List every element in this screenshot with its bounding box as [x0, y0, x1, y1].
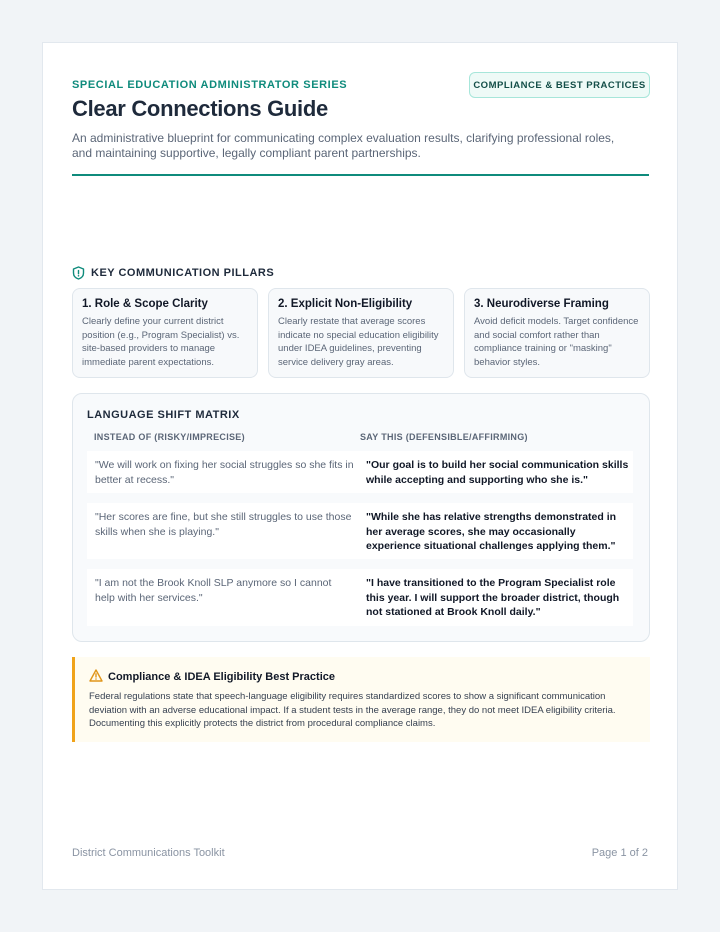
- table-row: [87, 451, 633, 493]
- instead-phrase: "I am not the Brook Knoll SLP anymore so I cannot help with her services.": [95, 577, 332, 604]
- pillar-title: 2. Explicit Non-Eligibility: [278, 298, 413, 310]
- pillar-text: Clearly define your current district position (e.g., Program Specialist) vs. site-based providers to manage immediate parent expectations.: [82, 316, 240, 368]
- pillars-heading-label: KEY COMMUNICATION PILLARS: [91, 267, 275, 279]
- callout-heading: [89, 669, 636, 685]
- series-label: SPECIAL EDUCATION ADMINISTRATOR SERIES: [72, 79, 348, 91]
- column-header-say: SAY THIS (DEFENSIBLE/AFFIRMING): [360, 432, 528, 442]
- page-subtitle: An administrative blueprint for communicating complex evaluation results, clarifying professional roles, and maintaining supportive, legally compliant parent partnerships.: [72, 131, 615, 160]
- column-header-instead: INSTEAD OF (RISKY/IMPRECISE): [94, 432, 245, 442]
- compliance-badge: COMPLIANCE & BEST PRACTICES: [469, 72, 650, 98]
- compliance-callout: [72, 657, 650, 742]
- table-row: [87, 569, 633, 626]
- callout-text: Federal regulations state that speech-language eligibility requires standardized scores to show a significant communication deviation with an adverse educational impact. If a student tests in the average range, they do not meet IDEA eligibility criteria. Documenting this explicitly protects the district from procedural compliance claims.: [89, 691, 616, 729]
- say-phrase: "While she has relative strengths demonstrated in her average scores, she may occasionally experience situational challenges applying them.": [366, 511, 617, 552]
- instead-phrase: "We will work on fixing her social struggles so she fits in better at recess.": [95, 459, 354, 486]
- footer-toolkit-label: District Communications Toolkit: [72, 847, 225, 859]
- language-shift-matrix: [72, 393, 650, 642]
- pillar-card-role-scope: [72, 288, 258, 378]
- shield-icon: [72, 266, 85, 280]
- pillar-text: Avoid deficit models. Target confidence and social comfort rather than compliance training or "masking" behavior styles.: [474, 316, 639, 368]
- page-title: Clear Connections Guide: [72, 96, 328, 121]
- pillars-heading: [72, 266, 274, 280]
- callout-title: Compliance & IDEA Eligibility Best Practice: [108, 671, 335, 683]
- say-phrase: "I have transitioned to the Program Specialist role this year. I will support the broader district, though not stationed at Brook Knoll daily.": [366, 577, 620, 618]
- say-phrase: "Our goal is to build her social communication skills while accepting and supporting who she is.": [366, 459, 629, 486]
- matrix-title: LANGUAGE SHIFT MATRIX: [87, 409, 240, 421]
- table-row: [87, 503, 633, 559]
- pillar-title: 1. Role & Scope Clarity: [82, 298, 208, 310]
- pillar-card-non-eligibility: [268, 288, 454, 378]
- warning-icon: [89, 669, 103, 685]
- pillar-title: 3. Neurodiverse Framing: [474, 298, 609, 310]
- pillar-card-neurodiverse: [464, 288, 650, 378]
- page-number: Page 1 of 2: [591, 847, 648, 859]
- document-page: [42, 42, 678, 890]
- pillar-text: Clearly restate that average scores indicate no special education eligibility under IDEA guidelines, preventing service delivery gray areas.: [278, 316, 439, 368]
- header-divider: [72, 174, 649, 176]
- instead-phrase: "Her scores are fine, but she still struggles to use those skills when she is playing.": [95, 511, 352, 538]
